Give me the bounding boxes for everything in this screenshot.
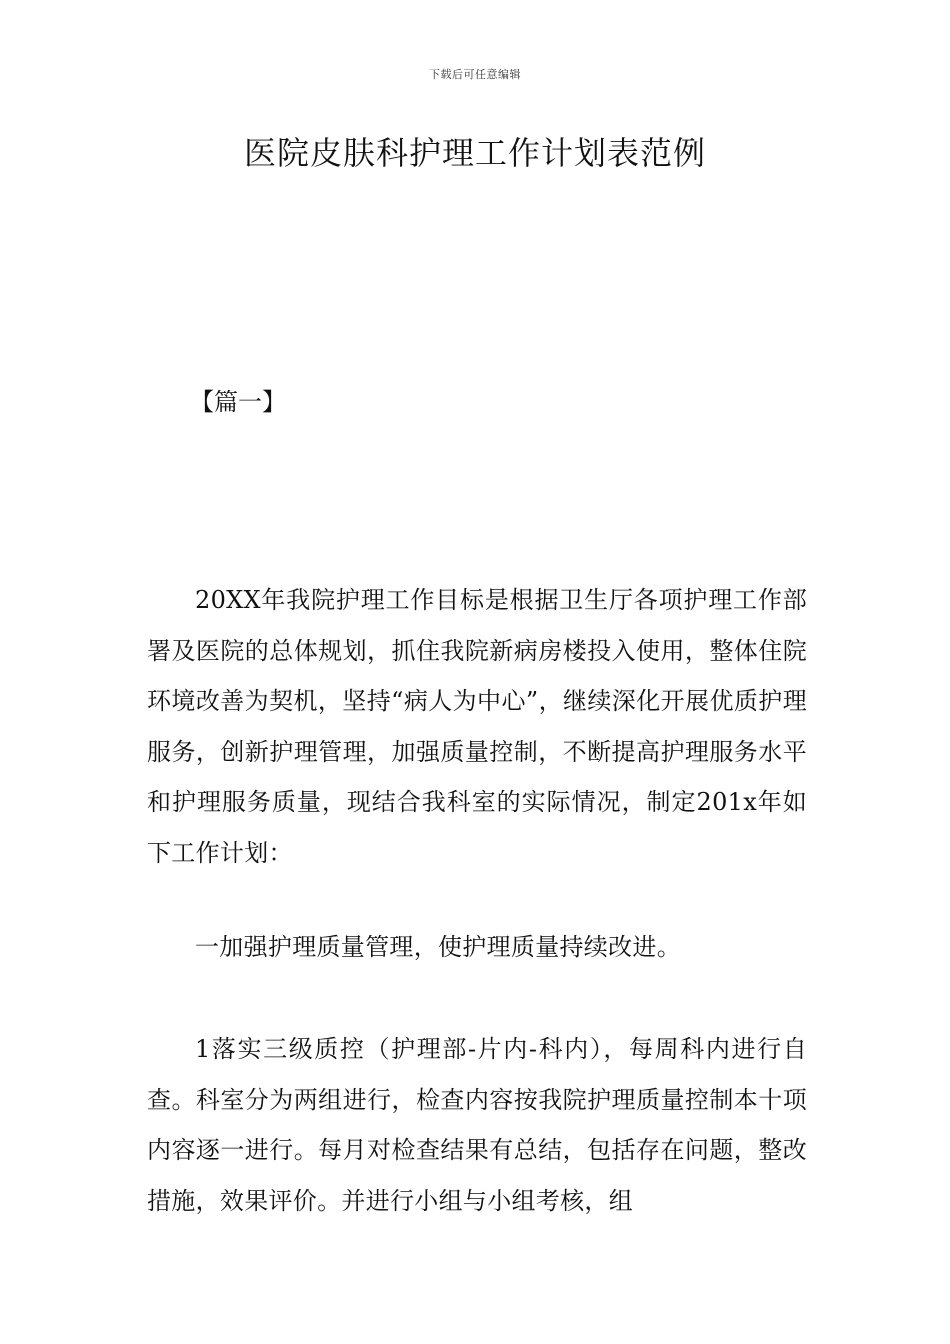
paragraph-quality-control: 1落实三级质控（护理部-片内-科内），每周科内进行自查。科室分为两组进行，检查内容按我院护理质量控制本十项内容逐一进行。每月对检查结果有总结，包括存在问题，整改措施，效果评价。并进行小组与小组考核，组	[147, 1035, 807, 1215]
section-label: 【篇一】	[190, 388, 286, 416]
document-title: 医院皮肤科护理工作计划表范例	[243, 134, 706, 172]
paragraph-intro: 20XX年我院护理工作目标是根据卫生厅各项护理工作部署及医院的总体规划，抓住我院新病房楼投入使用，整体住院环境改善为契机，坚持“病人为中心”，继续深化开展优质护理服务，创新护理管理，加强质量控制，不断提高护理服务水平和护理服务质量，现结合我科室的实际情况，制定201x年如下工作计划：	[147, 586, 807, 867]
paragraph-heading-quality: 一加强护理质量管理，使护理质量持续改进。	[195, 933, 681, 961]
header-note: 下载后可任意编辑	[429, 68, 521, 81]
